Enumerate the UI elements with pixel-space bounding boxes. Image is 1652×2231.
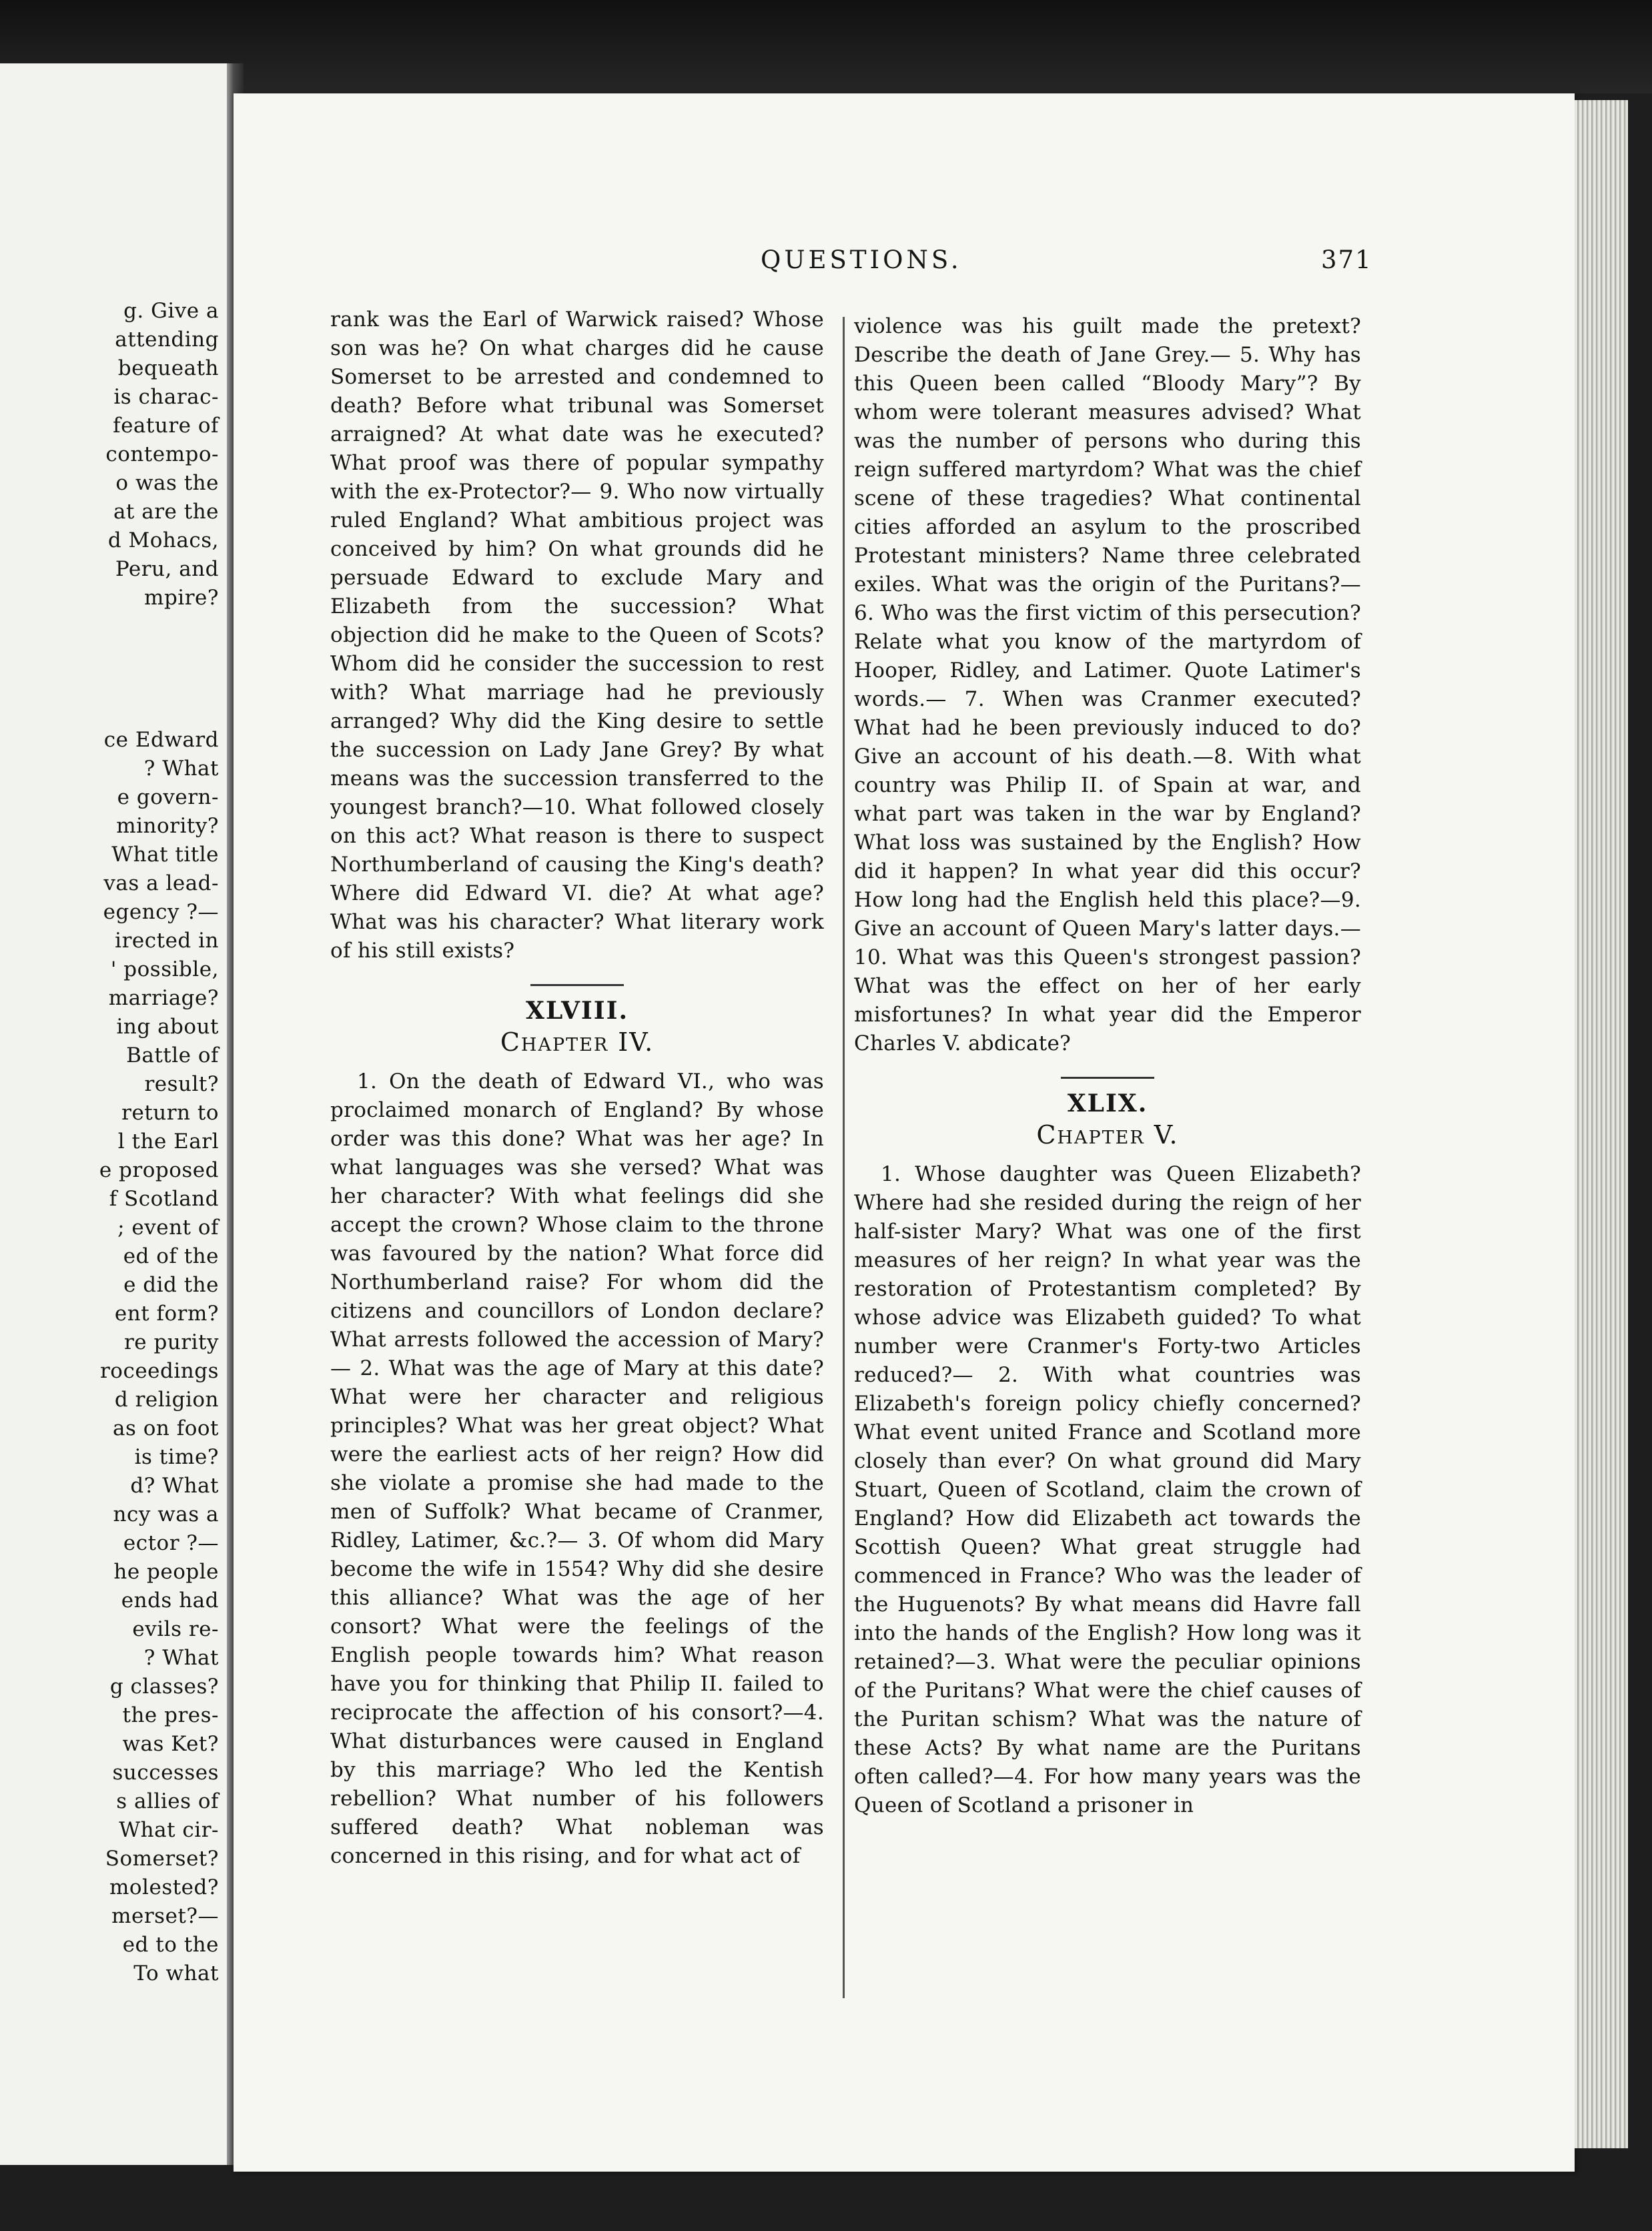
left-page-line: ncy was a [113, 1502, 219, 1526]
left-page-line: vas a lead- [103, 871, 219, 895]
left-page-line: e proposed [99, 1158, 219, 1182]
left-page-line: Battle of [126, 1043, 219, 1067]
section-rule [530, 984, 624, 986]
left-page-line: o was the [115, 471, 219, 495]
left-page-line: mpire? [144, 586, 219, 610]
left-page-line: result? [144, 1072, 219, 1096]
left-page-line: roceedings [99, 1359, 219, 1383]
left-page-line: ' possible, [110, 957, 219, 981]
left-page-line: What cir- [119, 1818, 219, 1842]
left-page-line: g classes? [109, 1675, 219, 1699]
left-page-line: d? What [130, 1474, 219, 1498]
left-page-line: Peru, and [115, 557, 219, 581]
left-page-line: ed to the [122, 1933, 219, 1957]
scan-background [0, 0, 1652, 93]
chapter-questions: 1. On the death of Edward VI., who was proclaimed monarch of England? By whose order was this done? What was her age? In what languages was she versed? What was her character? With what feelings did she accept the crown? Whose claim to the throne was favoured by the nation? What force did Northumberland raise? For whom did the citizens and councillors of London declare? What arrests followed the accession of Mary?— 2. What was the age of Mary at this date? What were her character and religious principles? What was her great object? What were the earliest acts of her reign? How did she violate a promise she had made to the men of Suffolk? What became of Cranmer, Ridley, Latimer, &c.?— 3. Of whom did Mary become the wife in 1554? Why did she desire this alliance? What was the age of her consort? What were the feelings of the English people towards him? What reason have you for thinking that Philip II. failed to reciprocate the affection of his consort?—4. What disturbances were caused in England by this marriage? Who led the Kentish rebellion? What number of his followers suffered death? What nobleman was concerned in this rising, and for what act of [330, 1069, 824, 1868]
section-rule [1061, 1077, 1154, 1079]
left-page-line: f Scotland [109, 1187, 219, 1211]
left-page-line: What title [111, 843, 219, 867]
left-page-line: ed of the [123, 1244, 219, 1268]
left-page-line: ing about [116, 1015, 219, 1039]
left-page-line: is charac- [113, 385, 219, 409]
left-page-line: egency ?— [103, 900, 219, 924]
left-page-line: ector ?— [123, 1531, 219, 1555]
left-page-line: re purity [123, 1330, 219, 1354]
chapter-questions: 1. Whose daughter was Queen Elizabeth? Where had she resided during the reign of her half-sister Mary? What was one of the first measures of her reign? In what year was the restoration of Protestantism completed? By whose advice was Elizabeth guided? To what number were Cranmer's Forty-two Articles reduced?— 2. With what countries was Elizabeth's foreign policy chiefly concerned? What event united France and Scotland more closely than ever? On what ground did Mary Stuart, Queen of Scotland, claim the crown of England? How did Elizabeth act towards the Scottish Queen? What great struggle had commenced in France? Who was the leader of the Huguenots? By what means did Havre fall into the hands of the English? How long was it retained?—3. What were the peculiar opinions of the Puritans? What were the chief causes of the Puritan schism? What was the nature of these Acts? By what name are the Puritans often called?—4. For how many years was the Queen of Scotland a prisoner in [854, 1162, 1361, 1817]
left-page-line: ? What [143, 1646, 219, 1670]
left-page-line: at are the [113, 500, 219, 524]
left-page-line: contempo- [105, 442, 219, 466]
left-page-line: To what [133, 1961, 219, 1985]
left-page-line: merset?— [111, 1904, 219, 1928]
right-column [854, 312, 1361, 1820]
chapter-title: Chapter V. [1036, 1120, 1179, 1150]
left-page-line: marriage? [108, 986, 219, 1010]
left-page-line: minority? [116, 814, 219, 838]
left-page-line: evils re- [132, 1617, 219, 1641]
section-number: XLVIII. [526, 997, 629, 1025]
left-page-line: s allies of [116, 1789, 219, 1813]
left-page-line: Somerset? [105, 1847, 219, 1871]
left-page-line: ends had [121, 1589, 219, 1613]
left-page-line: was Ket? [122, 1732, 219, 1756]
left-page-line: e did the [123, 1273, 219, 1297]
left-page-line: bequeath [117, 356, 219, 380]
left-column [330, 306, 824, 1871]
page-number: 371 [1321, 246, 1372, 274]
left-page-line: ? What [143, 757, 219, 781]
left-page-line: return to [121, 1101, 219, 1125]
right-column-continuation: violence was his guilt made the pretext? Describe the death of Jane Grey.— 5. Why has this Queen been called “Bloody Mary”? By whom were tolerant measures advised? What was the number of persons who during this reign suffered martyrdom? What was the chief scene of these tragedies? What continental cities afforded an asylum to the proscribed Protestant ministers? Name three celebrated exiles. What was the origin of the Puritans?—6. Who was the first victim of this persecution? Relate what you know of the martyrdom of Hooper, Ridley, and Latimer. Quote Latimer's words.— 7. When was Cranmer executed? What had he been previously induced to do? Give an account of his death.—8. With what country was Philip II. of Spain at war, and what part was taken in the war by England? What loss was sustained by the English? How did it happen? In what year did this occur? How long had the English held this place?—9. Give an account of Queen Mary's latter days.— 10. What was this Queen's strongest passion? What was the effect on her of her early misfortunes? In what year did the Emperor Charles V. abdicate? [854, 314, 1361, 1055]
left-page-line: g. Give a [123, 299, 219, 323]
running-head: QUESTIONS. [761, 246, 962, 274]
left-page-line: is time? [134, 1445, 219, 1469]
left-page-line: feature of [113, 414, 219, 438]
section-number: XLIX. [1067, 1089, 1148, 1118]
left-page-line: molested? [109, 1875, 219, 1899]
left-page-line: d religion [114, 1388, 219, 1412]
left-page-line: attending [115, 328, 219, 352]
left-page-line: e govern- [117, 785, 219, 809]
left-page-line: ent form? [114, 1302, 219, 1326]
left-page-line: as on foot [113, 1416, 219, 1440]
left-page-line: ; event of [117, 1216, 219, 1240]
left-column-continuation: rank was the Earl of Warwick raised? Whose son was he? On what charges did he cause Somerset to be arrested and condemned to death? Before what tribunal was Somerset arraigned? At what date was he executed? What proof was there of popular sympathy with the ex-Protector?— 9. Who now virtually ruled England? What ambitious project was conceived by him? On what grounds did he persuade Edward to exclude Mary and Elizabeth from the succession? What objection did he make to the Queen of Scots? Whom did he consider the succession to rest with? What marriage had he previously arranged? Why did the King desire to settle the succession on Lady Jane Grey? By what means was the succession transferred to the youngest branch?—10. What followed closely on this act? What reason is there to suspect Northumberland of causing the King's death? Where did Edward VI. die? At what age? What was his character? What literary work of his still exists? [330, 308, 824, 963]
left-page-line: d Mohacs, [107, 528, 219, 552]
left-page-line: the pres- [122, 1703, 219, 1727]
left-page-line: irected in [115, 929, 219, 953]
left-page-line: he people [113, 1560, 219, 1584]
left-page-line: ce Edward [103, 728, 219, 752]
left-page-line: successes [112, 1761, 219, 1785]
page-edges [1575, 100, 1628, 2148]
chapter-title: Chapter IV. [500, 1027, 655, 1057]
column-divider [843, 317, 845, 1998]
left-page-line: l the Earl [117, 1130, 219, 1154]
